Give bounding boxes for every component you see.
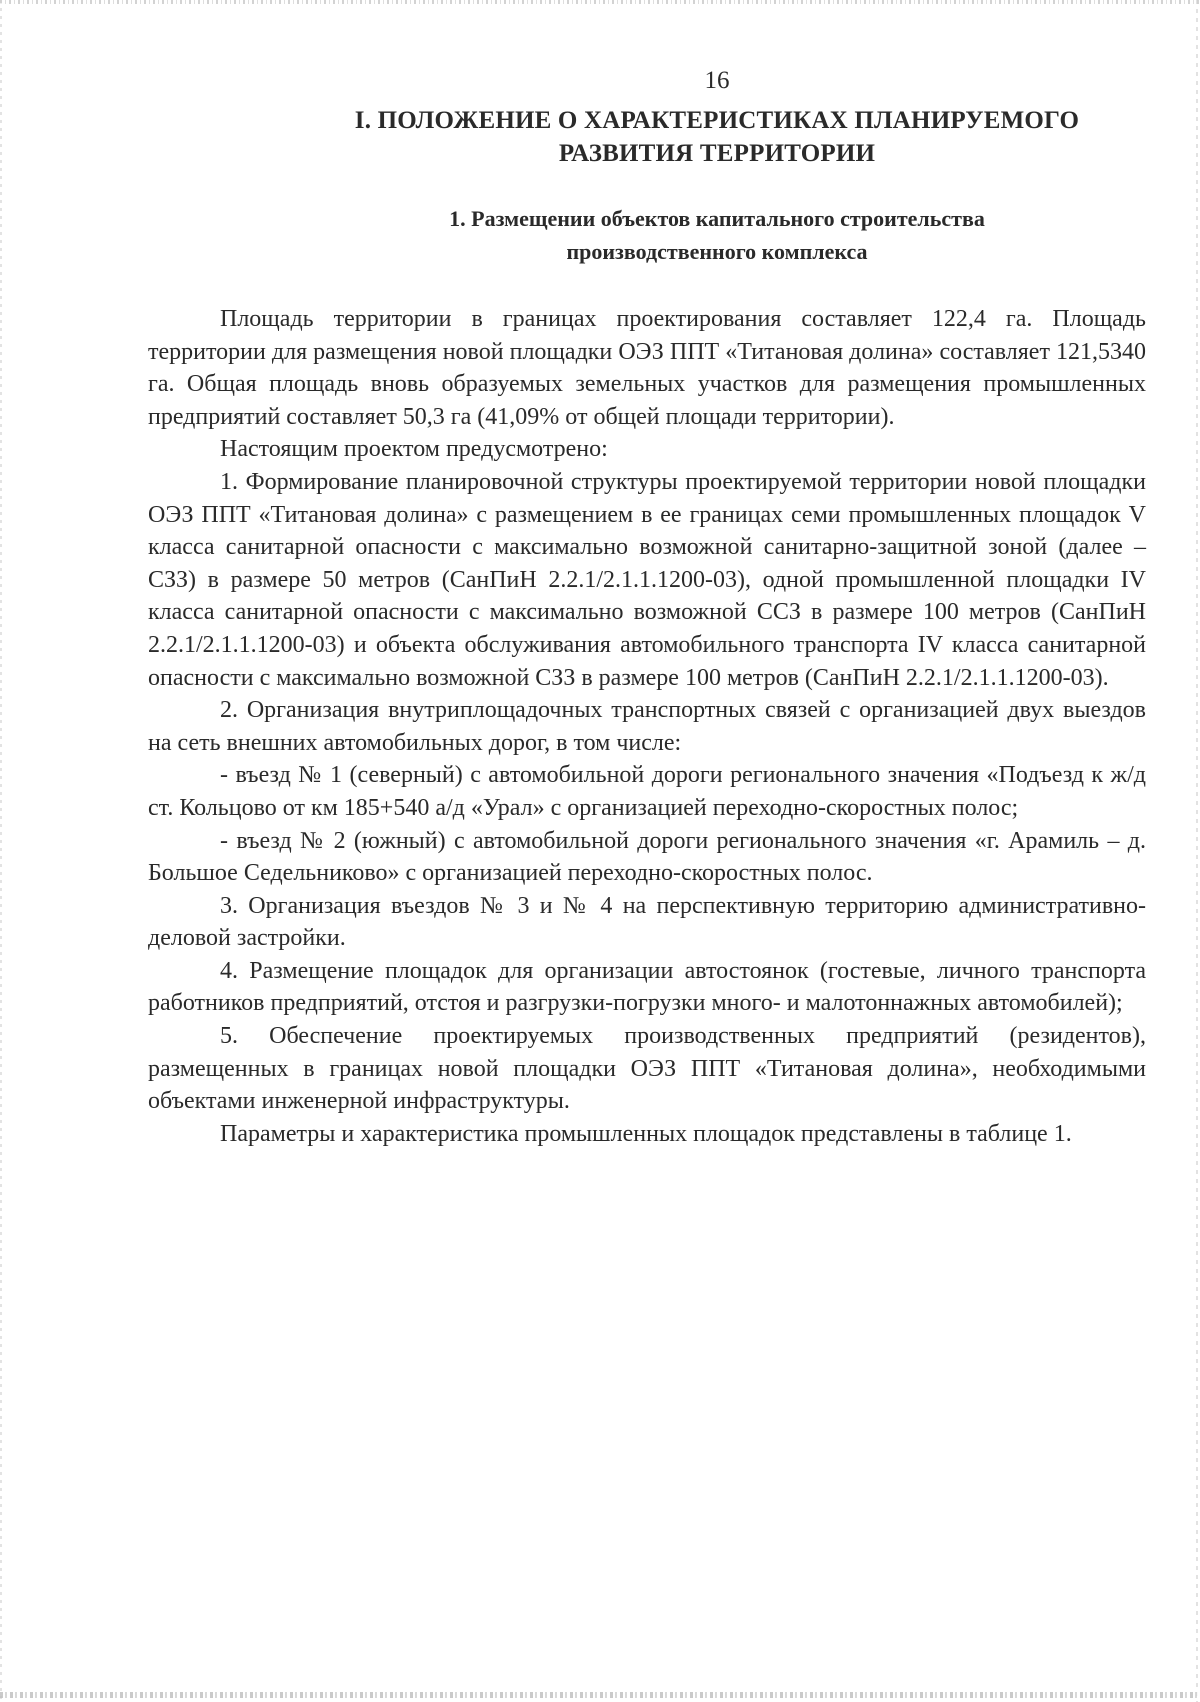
page-number: 16: [704, 67, 730, 94]
paragraph-table-reference: Параметры и характеристика промышленных площадок представлены в таблице 1.: [220, 1120, 1072, 1147]
page-content: [148, 66, 1146, 1150]
section-heading-line-2: РАЗВИТИЯ ТЕРРИТОРИИ: [558, 140, 876, 167]
paragraph-item-1: 1. Формирование планировочной структуры проектируемой территории новой площадки ОЭЗ ППТ «Титановая долина» с размещением в ее границах семи промышленных площадок V класса санитарной опасности с максимально возможной санитарно-защитной зоной (далее – СЗЗ) в размере 50 метров (СанПиН 2.2.1/2.1.1.1200-03), одной промышленной площадки IV класса санитарной опасности с максимально возможной ССЗ в размере 100 метров (СанПиН 2.2.1/2.1.1.1200-03) и объекта обслуживания автомобильного транспорта IV класса санитарной опасности с максимально возможной СЗЗ в размере 100 метров (СанПиН 2.2.1/2.1.1.1200-03).: [148, 468, 1146, 691]
scan-edge-right: [1196, 0, 1198, 1702]
scan-edge-top: [0, 0, 1200, 4]
paragraph-item-4: 4. Размещение площадок для организации автостоянок (гостевые, личного транспорта работников предприятий, отстоя и разгрузки-погрузки много- и малотоннажных автомобилей);: [148, 957, 1146, 1017]
section-heading: [148, 104, 1146, 170]
scan-edge-bottom: [0, 1692, 1200, 1698]
paragraph-area: Площадь территории в границах проектирования составляет 122,4 га. Площадь территории для размещения новой площадки ОЭЗ ППТ «Титановая долина» составляет 121,5340 га. Общая площадь вновь образуемых земельных участков для размещения промышленных предприятий составляет 50,3 га (41,09% от общей площади территории).: [148, 306, 1146, 430]
scan-edge-left: [0, 0, 2, 1702]
subsection-heading-line-2: производственного комплекса: [566, 239, 868, 264]
section-heading-line-1: I. ПОЛОЖЕНИЕ О ХАРАКТЕРИСТИКАХ ПЛАНИРУЕМОГО: [354, 107, 1080, 134]
paragraph-entry-2: - въезд № 2 (южный) с автомобильной дороги регионального значения «г. Арамиль – д. Большое Седельниково» с организацией переходно-скоростных полос.: [148, 827, 1146, 887]
subsection-heading-line-1: 1. Размещении объектов капитального строительства: [449, 206, 985, 231]
subsection-heading: [148, 202, 1146, 268]
paragraph-item-3: 3. Организация въездов № 3 и № 4 на перспективную территорию административно-деловой застройки.: [148, 892, 1146, 952]
paragraph-entry-1: - въезд № 1 (северный) с автомобильной дороги регионального значения «Подъезд к ж/д ст. Кольцово от км 185+540 а/д «Урал» с организацией переходно-скоростных полос;: [148, 762, 1146, 821]
body-text: [148, 303, 1146, 1150]
paragraph-provisions-intro: Настоящим проектом предусмотрено:: [220, 436, 608, 463]
paragraph-item-2: 2. Организация внутриплощадочных транспортных связей с организацией двух выездов на сеть внешних автомобильных дорог, в том числе:: [148, 697, 1146, 756]
paragraph-item-5: 5. Обеспечение проектируемых производственных предприятий (резидентов), размещенных в границах новой площадки ОЭЗ ППТ «Титановая долина», необходимыми объектами инженерной инфраструктуры.: [148, 1023, 1146, 1115]
